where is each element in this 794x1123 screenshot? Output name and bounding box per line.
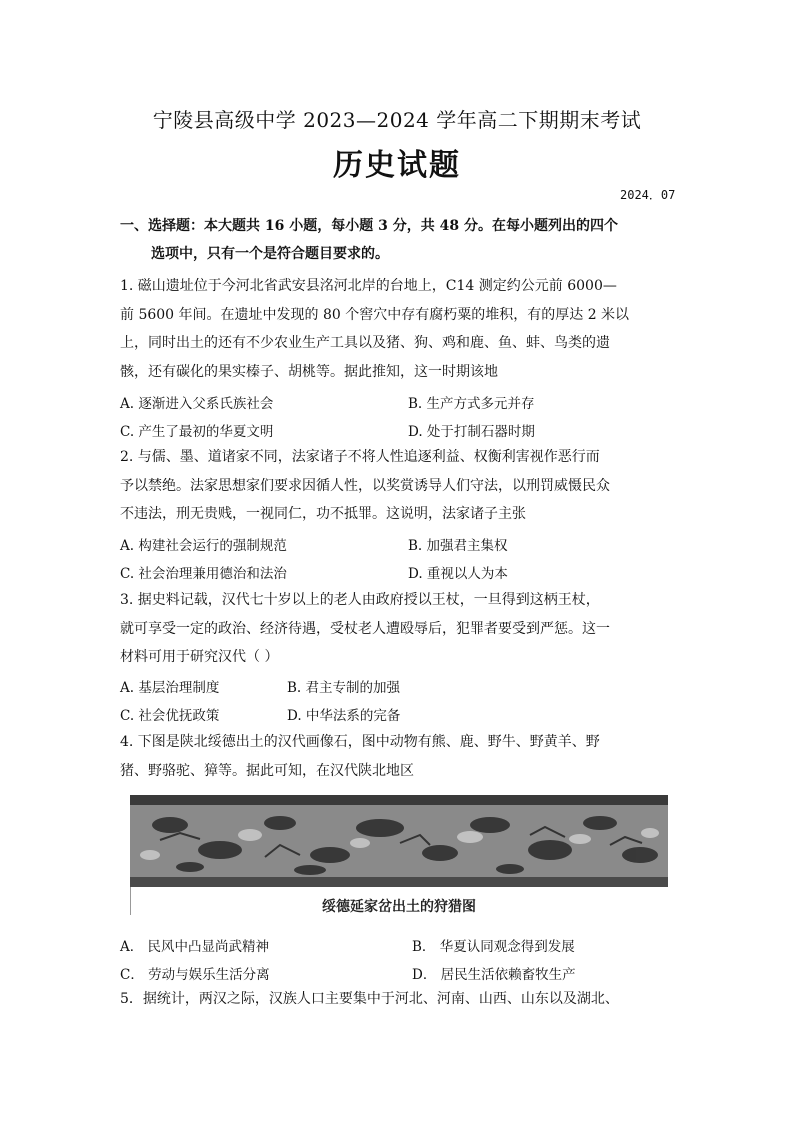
question-1-line: 1. 磁山遗址位于今河北省武安县洺河北岸的台地上，C14 测定约公元前 6000— <box>120 278 617 294</box>
exam-date: 2024．07 <box>620 188 676 202</box>
question-4-option-c[interactable]: C． 劳动与娱乐生活分离 <box>120 967 270 983</box>
question-1-line: 骸，还有碳化的果实榛子、胡桃等。据此推知，这一时期该地 <box>120 363 498 380</box>
hunting-scene-figure <box>130 795 668 925</box>
question-4-stem <box>120 728 680 785</box>
question-1-stem <box>120 272 680 386</box>
question-2-option-d[interactable]: D. 重视以人为本 <box>408 566 508 582</box>
figure-caption: 绥德延家岔出土的狩猎图 <box>322 899 476 915</box>
question-4-option-a[interactable]: A． 民风中凸显尚武精神 <box>120 939 270 955</box>
question-2-option-b[interactable]: B. 加强君主集权 <box>408 538 508 554</box>
question-3-line: 3. 据史料记载，汉代七十岁以上的老人由政府授以王杖，一旦得到这柄王杖， <box>120 592 600 608</box>
question-3-line: 材料可用于研究汉代（ ） <box>120 649 279 665</box>
question-1-option-c[interactable]: C. 产生了最初的华夏文明 <box>120 424 274 440</box>
question-2-line: 不违法，刑无贵贱，一视同仁，功不抵罪。这说明，法家诸子主张 <box>120 506 526 522</box>
question-1-option-d[interactable]: D. 处于打制石器时期 <box>408 424 535 440</box>
question-5-line: 5．据统计，两汉之际，汉族人口主要集中于河北、河南、山西、山东以及湖北、 <box>120 991 619 1007</box>
question-4-line: 4. 下图是陕北绥德出土的汉代画像石，图中动物有熊、鹿、野牛、野黄羊、野 <box>120 734 600 750</box>
section-heading <box>120 212 680 268</box>
question-2-option-c[interactable]: C. 社会治理兼用德治和法治 <box>120 566 287 582</box>
question-3-option-b[interactable]: B. 君主专制的加强 <box>287 680 401 696</box>
question-1-option-b[interactable]: B. 生产方式多元并存 <box>408 396 535 412</box>
question-3-line: 就可享受一定的政治、经济待遇，受杖老人遭殴辱后，犯罪者要受到严惩。这一 <box>120 620 610 637</box>
question-2-line: 予以禁绝。法家思想家们要求因循人性，以奖赏诱导人们守法，以刑罚威慑民众 <box>120 477 610 494</box>
question-1-line: 前 5600 年间。在遗址中发现的 80 个窖穴中存有腐朽粟的堆积，有的厚达 2 米以 <box>120 306 630 323</box>
subject-title: 历史试题 <box>333 148 461 183</box>
question-2-line: 2. 与儒、墨、道诸家不同，法家诸子不将人性追逐利益、权衡利害视作恶行而 <box>120 449 600 465</box>
school-exam-title: 宁陵县高级中学 2023—2024 学年高二下期期末考试 <box>152 108 642 132</box>
question-3-option-d[interactable]: D. 中华法系的完备 <box>287 708 401 724</box>
question-2-stem <box>120 443 680 529</box>
question-2-option-a[interactable]: A. 构建社会运行的强制规范 <box>120 538 287 554</box>
question-3-option-c[interactable]: C. 社会优抚政策 <box>120 708 220 724</box>
question-5-stem <box>120 985 680 1014</box>
section-heading-line-2: 选项中，只有一个是符合题目要求的。 <box>151 246 389 262</box>
question-3-stem <box>120 586 680 672</box>
question-3-option-a[interactable]: A. 基层治理制度 <box>120 680 220 696</box>
question-4-option-b[interactable]: B． 华夏认同观念得到发展 <box>412 939 575 955</box>
question-4-line: 猪、野骆驼、獐等。据此可知，在汉代陕北地区 <box>120 762 414 779</box>
question-4-option-d[interactable]: D． 居民生活依赖畜牧生产 <box>412 967 576 983</box>
stone-relief-illustration <box>130 795 668 887</box>
stone-relief-image <box>130 795 668 887</box>
question-1-option-a[interactable]: A. 逐渐进入父系氏族社会 <box>120 396 274 412</box>
section-heading-line-1: 一、选择题：本大题共 16 小题，每小题 3 分，共 48 分。在每小题列出的四个 <box>120 218 618 234</box>
question-1-line: 上，同时出土的还有不少农业生产工具以及猪、狗、鸡和鹿、鱼、蚌、鸟类的遗 <box>120 335 610 351</box>
